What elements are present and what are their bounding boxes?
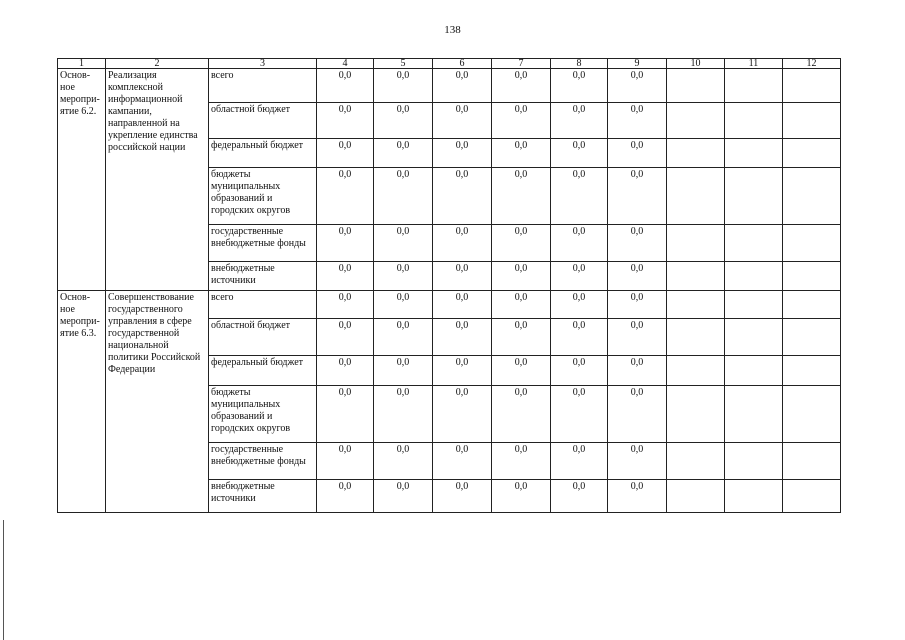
measure-line: Основ- [60,292,91,303]
empty-cell [725,103,783,139]
table-header-row [58,59,841,69]
value-cell: 0,0 [551,480,608,513]
empty-cell [783,480,841,513]
value-cell: 0,0 [608,443,667,480]
funding-source-cell: бюджеты муниципальных образований и городских округов [209,386,317,443]
funding-source-cell: внебюджетные источники [209,262,317,291]
header-cell: 12 [783,59,841,69]
header-cell: 6 [433,59,492,69]
measure-cell [58,69,106,291]
empty-cell [783,443,841,480]
value-cell: 0,0 [492,480,551,513]
value-cell: 0,0 [433,139,492,168]
empty-cell [667,386,725,443]
empty-cell [667,319,725,356]
value-cell: 0,0 [608,168,667,225]
empty-cell [783,356,841,386]
empty-cell [725,443,783,480]
funding-source-cell: областной бюджет [209,319,317,356]
header-cell: 4 [317,59,374,69]
value-cell: 0,0 [433,225,492,262]
empty-cell [725,480,783,513]
value-cell: 0,0 [317,139,374,168]
funding-source-cell: областной бюджет [209,103,317,139]
measure-title-cell: Реализация комплексной информационной кампании, направленной на укрепление единства российской нации [106,69,209,291]
value-cell: 0,0 [608,139,667,168]
value-cell: 0,0 [551,139,608,168]
measure-line: ятие 6.2. [60,106,97,117]
empty-cell [667,443,725,480]
value-cell: 0,0 [317,386,374,443]
value-cell: 0,0 [608,291,667,319]
table-body [58,59,841,513]
value-cell: 0,0 [433,168,492,225]
empty-cell [725,291,783,319]
value-cell: 0,0 [317,69,374,103]
empty-cell [725,69,783,103]
value-cell: 0,0 [492,69,551,103]
value-cell: 0,0 [492,319,551,356]
empty-cell [725,386,783,443]
value-cell: 0,0 [317,225,374,262]
value-cell: 0,0 [551,225,608,262]
value-cell: 0,0 [317,319,374,356]
value-cell: 0,0 [492,168,551,225]
header-cell: 7 [492,59,551,69]
measure-title-cell: Совершенствование государственного управления в сфере государственной национальной политики Российской Федерации [106,291,209,513]
value-cell: 0,0 [374,291,433,319]
empty-cell [725,139,783,168]
measure-line: ятие 6.3. [60,328,97,339]
empty-cell [783,168,841,225]
measure-line: ное [60,304,75,315]
value-cell: 0,0 [374,225,433,262]
empty-cell [725,262,783,291]
value-cell: 0,0 [374,386,433,443]
value-cell: 0,0 [317,262,374,291]
header-cell: 9 [608,59,667,69]
empty-cell [725,319,783,356]
empty-cell [667,262,725,291]
value-cell: 0,0 [608,69,667,103]
value-cell: 0,0 [374,69,433,103]
empty-cell [725,168,783,225]
value-cell: 0,0 [433,480,492,513]
scan-edge-line [3,520,4,640]
value-cell: 0,0 [433,262,492,291]
value-cell: 0,0 [317,168,374,225]
header-cell: 5 [374,59,433,69]
empty-cell [667,291,725,319]
empty-cell [783,291,841,319]
value-cell: 0,0 [317,480,374,513]
empty-cell [783,262,841,291]
value-cell: 0,0 [374,319,433,356]
empty-cell [667,225,725,262]
budget-table [57,58,841,513]
value-cell: 0,0 [492,443,551,480]
header-cell: 2 [106,59,209,69]
value-cell: 0,0 [492,139,551,168]
value-cell: 0,0 [608,319,667,356]
value-cell: 0,0 [492,103,551,139]
value-cell: 0,0 [551,356,608,386]
funding-source-cell: федеральный бюджет [209,139,317,168]
table-row [58,69,841,103]
header-cell: 3 [209,59,317,69]
value-cell: 0,0 [433,356,492,386]
value-cell: 0,0 [433,443,492,480]
value-cell: 0,0 [608,480,667,513]
empty-cell [667,168,725,225]
value-cell: 0,0 [608,356,667,386]
value-cell: 0,0 [433,291,492,319]
value-cell: 0,0 [374,356,433,386]
empty-cell [667,103,725,139]
value-cell: 0,0 [551,386,608,443]
value-cell: 0,0 [317,291,374,319]
value-cell: 0,0 [433,386,492,443]
empty-cell [783,69,841,103]
empty-cell [783,103,841,139]
value-cell: 0,0 [551,443,608,480]
value-cell: 0,0 [608,103,667,139]
empty-cell [783,319,841,356]
value-cell: 0,0 [551,262,608,291]
value-cell: 0,0 [317,356,374,386]
value-cell: 0,0 [551,319,608,356]
header-cell: 10 [667,59,725,69]
value-cell: 0,0 [433,69,492,103]
value-cell: 0,0 [374,139,433,168]
measure-cell [58,291,106,513]
value-cell: 0,0 [551,168,608,225]
value-cell: 0,0 [492,225,551,262]
value-cell: 0,0 [317,443,374,480]
value-cell: 0,0 [551,103,608,139]
funding-source-cell: федеральный бюджет [209,356,317,386]
funding-source-cell: внебюджетные источники [209,480,317,513]
value-cell: 0,0 [433,103,492,139]
value-cell: 0,0 [317,103,374,139]
measure-line: Основ- [60,70,91,81]
header-cell: 1 [58,59,106,69]
empty-cell [725,356,783,386]
value-cell: 0,0 [608,225,667,262]
empty-cell [783,225,841,262]
value-cell: 0,0 [374,262,433,291]
funding-source-cell: всего [209,69,317,103]
page-number: 138 [444,24,461,36]
value-cell: 0,0 [492,262,551,291]
value-cell: 0,0 [608,386,667,443]
value-cell: 0,0 [374,480,433,513]
value-cell: 0,0 [551,69,608,103]
empty-cell [667,69,725,103]
header-cell: 8 [551,59,608,69]
empty-cell [725,225,783,262]
empty-cell [667,356,725,386]
value-cell: 0,0 [433,319,492,356]
empty-cell [783,386,841,443]
funding-source-cell: всего [209,291,317,319]
value-cell: 0,0 [374,103,433,139]
empty-cell [667,480,725,513]
funding-source-cell: бюджеты муниципальных образований и городских округов [209,168,317,225]
funding-source-cell: государственные внебюджетные фонды [209,443,317,480]
value-cell: 0,0 [374,168,433,225]
measure-line: меропри- [60,316,100,327]
table-row [58,291,841,319]
value-cell: 0,0 [374,443,433,480]
header-cell: 11 [725,59,783,69]
value-cell: 0,0 [492,356,551,386]
value-cell: 0,0 [492,386,551,443]
empty-cell [783,139,841,168]
value-cell: 0,0 [492,291,551,319]
measure-line: ное [60,82,75,93]
value-cell: 0,0 [551,291,608,319]
measure-line: меропри- [60,94,100,105]
funding-source-cell: государственные внебюджетные фонды [209,225,317,262]
value-cell: 0,0 [608,262,667,291]
empty-cell [667,139,725,168]
